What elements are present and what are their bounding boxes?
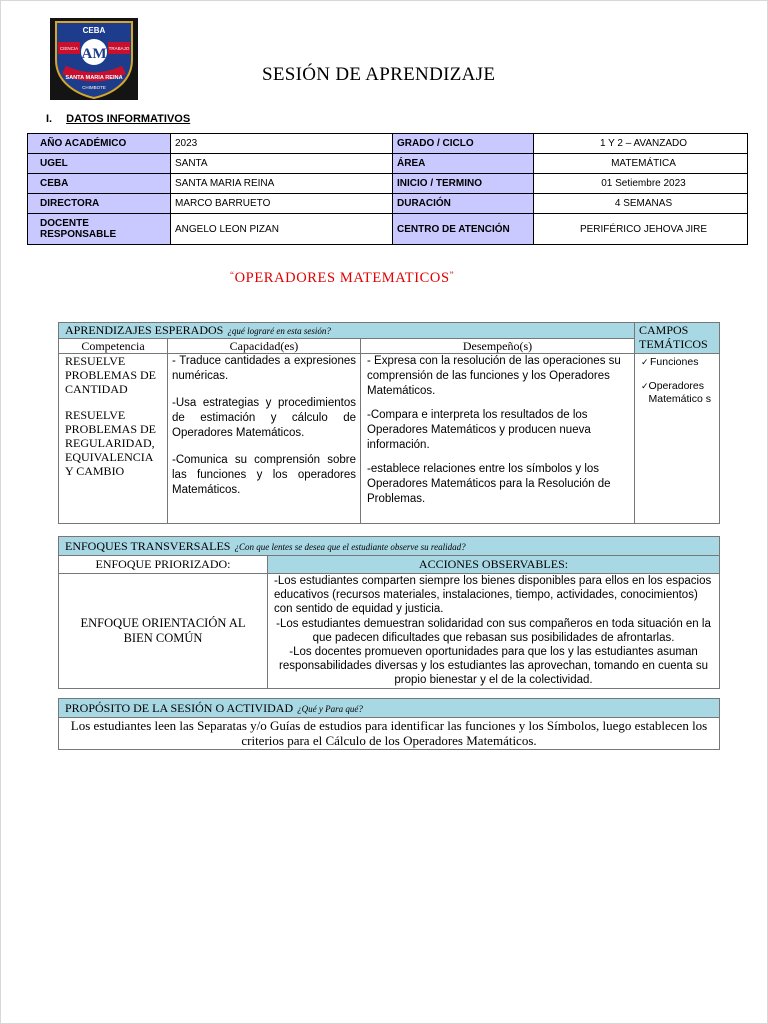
enfoque-name: ENFOQUE ORIENTACIÓN AL BIEN COMÚN: [59, 574, 268, 689]
info-value: 1 Y 2 – AVANZADO: [534, 134, 748, 154]
campo-item: [641, 380, 717, 407]
info-value: SANTA MARIA REINA: [171, 174, 393, 194]
competencia-cell: [59, 354, 168, 524]
document-title: SESIÓN DE APRENDIZAJE: [262, 64, 496, 85]
proposito-header-text: PROPÓSITO DE LA SESIÓN O ACTIVIDAD: [65, 701, 294, 715]
aprendizajes-header-note: ¿qué lograré en esta sesión?: [227, 326, 331, 336]
campo-label: Funciones: [650, 356, 699, 368]
info-label: CENTRO DE ATENCIÓN: [393, 214, 534, 245]
enfoques-header-text: ENFOQUES TRANSVERSALES: [65, 539, 231, 553]
enfoques-header: [59, 537, 720, 556]
topic-open-quote: “: [230, 270, 235, 280]
info-value: PERIFÉRICO JEHOVA JIRE: [534, 214, 748, 245]
info-label: DIRECTORA: [28, 194, 171, 214]
info-label: GRADO / CICLO: [393, 134, 534, 154]
aprendizajes-header-text: APRENDIZAJES ESPERADOS: [65, 323, 224, 337]
section-label-text: DATOS INFORMATIVOS: [66, 113, 191, 125]
col-enfoque-priorizado: ENFOQUE PRIORIZADO:: [59, 556, 268, 574]
info-label: AÑO ACADÉMICO: [28, 134, 171, 154]
info-value: MARCO BARRUETO: [171, 194, 393, 214]
desempeno-item: -establece relaciones entre los símbolos y los Operadores Matemáticos para la Resolución de Problemas.: [367, 463, 611, 505]
enfoques-header-note: ¿Con que lentes se desea que el estudiante observe su realidad?: [234, 542, 466, 552]
proposito-table: [58, 698, 720, 750]
capacidad-item: - Traduce cantidades a expresiones numéricas.: [172, 355, 356, 382]
proposito-header: [59, 699, 720, 718]
logo-monogram: AM: [81, 46, 107, 62]
info-row: [28, 134, 748, 154]
school-logo: [50, 18, 138, 100]
accion-item: -Los estudiantes comparten siempre los bienes disponibles para ellos en los espacios educativos (recursos materiales, instalaciones, tiempo, actividades, conocimientos) con sentido de equidad y justicia.: [274, 575, 712, 616]
info-row: [28, 194, 748, 214]
info-value: SANTA: [171, 154, 393, 174]
info-row: [28, 154, 748, 174]
logo-top-text: CEBA: [82, 26, 106, 35]
proposito-header-note: ¿Qué y Para qué?: [297, 704, 363, 714]
accion-item: -Los estudiantes demuestran solidaridad con sus compañeros en toda situación en la que padecen dificultades que rebasan sus posibilidades de afrontarlas.: [276, 617, 711, 644]
col-acciones-observables: ACCIONES OBSERVABLES:: [268, 556, 720, 574]
campos-header: CAMPOS TEMÁTICOS: [635, 323, 720, 354]
aprendizajes-header: [59, 323, 635, 339]
info-label: DOCENTE RESPONSABLE: [28, 214, 171, 245]
col-capacidad: Capacidad(es): [168, 339, 361, 354]
section-heading-datos: [46, 113, 190, 125]
logo-left-ribbon: CIENCIA: [59, 46, 79, 51]
desempeno-item: -Compara e interpreta los resultados de los Operadores Matemáticos y producen nueva información.: [367, 409, 591, 451]
capacidad-cell: [168, 354, 361, 524]
info-label: DURACIÓN: [393, 194, 534, 214]
info-label: CEBA: [28, 174, 171, 194]
check-icon: ✓: [641, 380, 649, 391]
campos-cell: [635, 354, 720, 524]
info-row: [28, 174, 748, 194]
info-label: UGEL: [28, 154, 171, 174]
info-table: [27, 133, 748, 245]
competencia-item: RESUELVE PROBLEMAS DE REGULARIDAD, EQUIVALENCIA Y CAMBIO: [65, 408, 157, 478]
proposito-text: Los estudiantes leen las Separatas y/o Guías de estudios para identificar las funciones y los Símbolos, luego establecen los criterios para el Cálculo de los Operadores Matemáticos.: [59, 718, 720, 750]
capacidad-item: -Comunica su comprensión sobre las funciones y los operadores Matemáticos.: [172, 454, 356, 496]
campo-label: Operadores Matemático s: [648, 379, 711, 405]
info-value: MATEMÁTICA: [534, 154, 748, 174]
capacidad-item: -Usa estrategias y procedimientos de estimación y cálculo de Operadores Matemáticos.: [172, 397, 356, 439]
topic-title: [230, 270, 454, 287]
topic-text: OPERADORES MATEMATICOS: [234, 270, 450, 286]
info-value: 4 SEMANAS: [534, 194, 748, 214]
desempeno-item: - Expresa con la resolución de las operaciones su comprensión de las funciones y los Operadores Matemáticos.: [367, 355, 621, 397]
info-value: ANGELO LEON PIZAN: [171, 214, 393, 245]
check-icon: ✓: [641, 357, 649, 367]
col-competencia: Competencia: [59, 339, 168, 354]
campo-item: [641, 356, 717, 370]
logo-city: CHIMBOTE: [82, 85, 106, 90]
accion-item: -Los docentes promueven oportunidades para que los y las estudiantes asuman responsabilidades diversas y los estudiantes las aprovechan, tomando en cuenta su propio bienestar y el de la colectividad.: [279, 646, 708, 687]
info-label: ÁREA: [393, 154, 534, 174]
info-row: [28, 214, 748, 245]
info-label: INICIO / TERMINO: [393, 174, 534, 194]
desempeno-cell: [361, 354, 635, 524]
logo-bottom-text: SANTA MARIA REINA: [65, 75, 123, 81]
enfoques-table: [58, 536, 720, 689]
section-number: I.: [46, 113, 53, 125]
info-value: 01 Setiembre 2023: [534, 174, 748, 194]
aprendizajes-table: [58, 322, 720, 524]
info-value: 2023: [171, 134, 393, 154]
logo-right-ribbon: TRABAJO: [108, 46, 130, 51]
campos-list: [637, 356, 717, 407]
acciones-cell: [268, 574, 720, 689]
topic-close-quote: ”: [449, 270, 455, 280]
col-desempeno: Desempeño(s): [361, 339, 635, 354]
competencia-item: RESUELVE PROBLEMAS DE CANTIDAD: [65, 354, 157, 396]
